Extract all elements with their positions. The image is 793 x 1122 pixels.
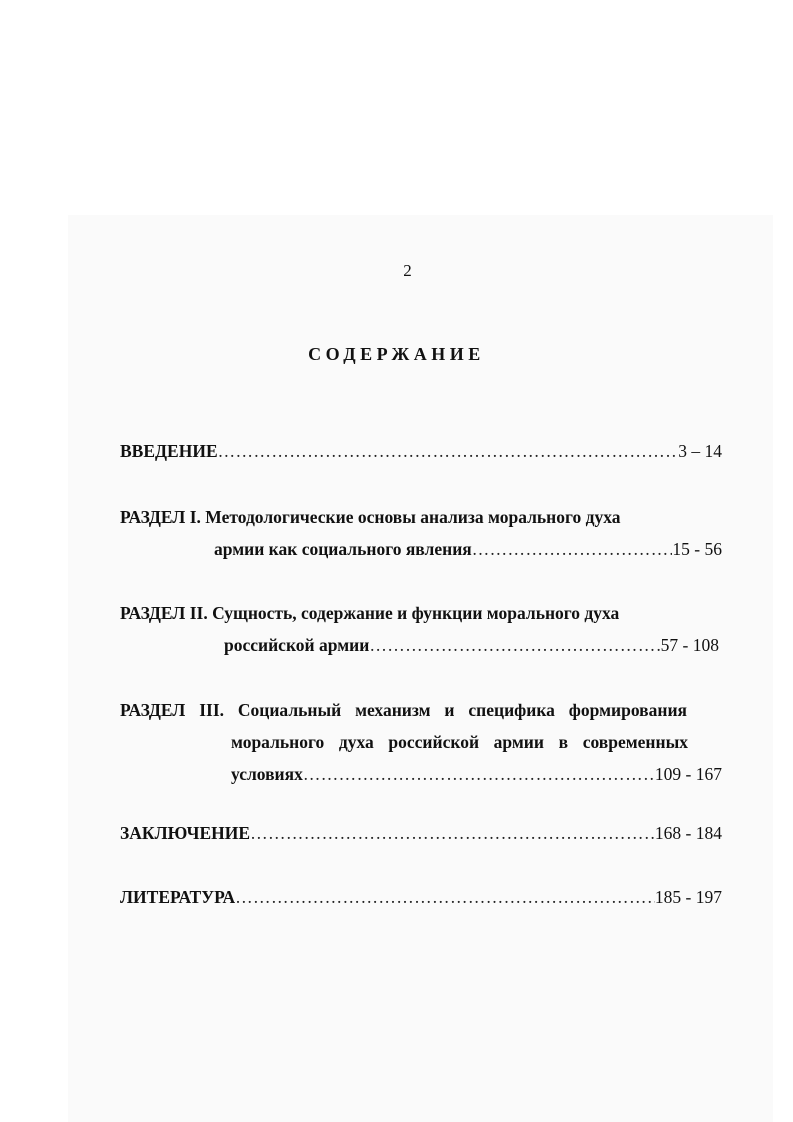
toc-entry-label: ВВЕДЕНИЕ [120,441,218,461]
toc-entry-label: РАЗДЕЛ I. Методологические основы анализа морального духа [120,507,621,527]
toc-entry-label: условиях [231,764,303,784]
toc-entry-section-3-line-2 [231,731,688,753]
toc-entry-section-2-line-1 [120,602,619,624]
toc-entry-label: РАЗДЕЛ III. Социальный механизм и специфика формирования [120,700,687,720]
toc-entry-label: ЛИТЕРАТУРА [120,887,236,907]
dot-leader [250,822,655,844]
dot-leader [303,763,655,785]
toc-entry-section-1-line-1 [120,506,621,528]
toc-entry-section-2-line-2 [224,634,719,656]
page-title: СОДЕРЖАНИЕ [308,344,485,364]
toc-entry-section-1-line-2 [214,538,722,560]
toc-entry-pages: 15 - 56 [672,539,722,559]
toc-entry-label: армии как социального явления [214,539,472,559]
dot-leader [472,538,673,560]
toc-entry-conclusion [120,822,722,844]
toc-entry-introduction [120,440,722,462]
toc-entry-label: ЗАКЛЮЧЕНИЕ [120,823,251,843]
toc-entry-label: российской армии [224,635,370,655]
toc-entry-pages: 168 - 184 [654,823,722,843]
dot-leader [369,634,660,656]
toc-entry-pages: 185 - 197 [654,887,722,907]
dot-leader [235,886,655,908]
toc-entry-section-3-line-1 [120,699,687,721]
toc-entry-pages: 3 – 14 [678,441,722,461]
toc-entry-pages: 109 - 167 [654,764,722,784]
toc-entry-literature [120,886,722,908]
toc-entry-section-3-line-3 [231,763,722,785]
page-number: 2 [403,261,412,280]
toc-entry-label: РАЗДЕЛ II. Сущность, содержание и функции морального духа [120,603,620,623]
toc-entry-label: морального духа российской армии в современных [231,732,688,752]
dot-leader [218,440,679,462]
toc-entry-pages: 57 - 108 [660,635,719,655]
